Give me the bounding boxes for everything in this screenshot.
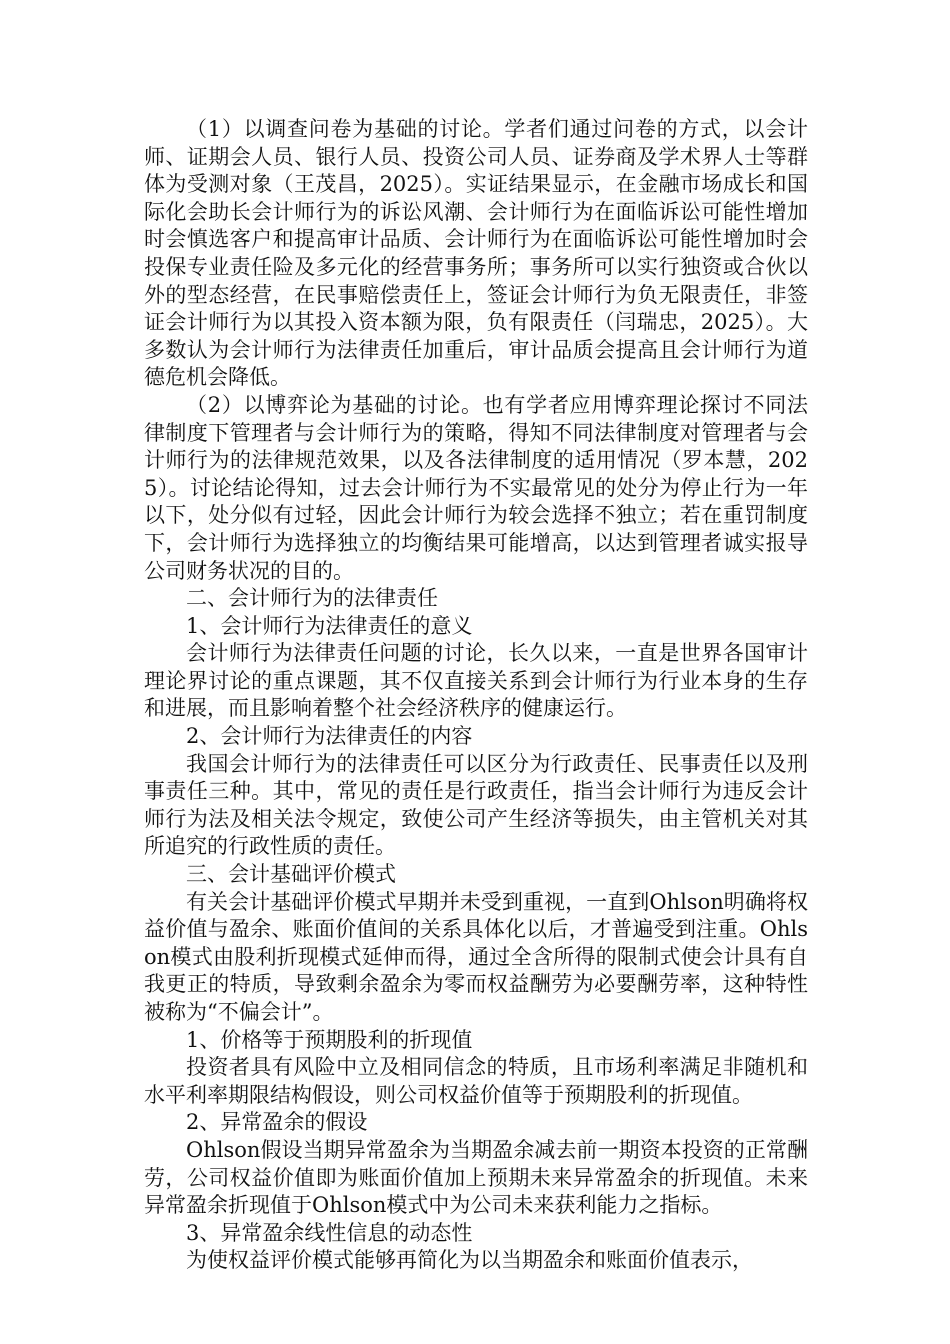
section-heading-valuation-model: 三、会计基础评价模式: [186, 862, 396, 887]
subheading-price-dividends: 1、价格等于预期股利的折现值: [186, 1027, 473, 1052]
subheading-liability-meaning: 1、会计师行为法律责任的意义: [186, 613, 473, 638]
subheading-abnormal-earnings: 2、异常盈余的假设: [186, 1110, 368, 1135]
paragraph-liability-meaning: 会计师行为法律责任问题的讨论，长久以来，一直是世界各国审计理论界讨论的重点课题，其不仅直接关系到会计师行为行业本身的生存和进展，而且影响着整个社会经济秩序的健康运行。: [144, 641, 808, 721]
subheading-liability-content: 2、会计师行为法律责任的内容: [186, 724, 473, 749]
subheading-linear-information: 3、异常盈余线性信息的动态性: [186, 1220, 473, 1245]
paragraph-survey-discussion: （1）以调查问卷为基础的讨论。学者们通过问卷的方式，以会计师、证期会人员、银行人员、投资公司人员、证券商及学术界人士等群体为受测对象（王茂昌，2025）。实证结果显示，在金融市场成长和国际化会助长会计师行为的诉讼风潮、会计师行为在面临诉讼可能性增加时会慎选客户和提高审计品质、会计师行为在面临诉讼可能性增加时会投保专业责任险及多元化的经营事务所；事务所可以实行独资或合伙以外的型态经营，在民事赔偿责任上，签证会计师行为负无限责任，非签证会计师行为以其投入资本额为限，负有限责任（闫瑞忠，2025）。大多数认为会计师行为法律责任加重后，审计品质会提高且会计师行为道德危机会降低。: [144, 117, 808, 390]
paragraph-valuation-model: 有关会计基础评价模式早期并未受到重视，一直到Ohlson明确将权益价值与盈余、账面价值间的关系具体化以后，才普遍受到注重。Ohlson模式由股利折现模式延伸而得，通过全含所得的限制式使会计具有自我更正的特质，导致剩余盈余为零而权益酬劳为必要酬劳率，这种特性被称为“不偏会计”。: [144, 889, 808, 1024]
paragraph-abnormal-earnings: Ohlson假设当期异常盈余为当期盈余减去前一期资本投资的正常酬劳，公司权益价值即为账面价值加上预期未来异常盈余的折现值。未来异常盈余折现值于Ohlson模式中为公司未来获利能力之指标。: [144, 1137, 808, 1218]
paragraph-linear-information: 为使权益评价模式能够再简化为以当期盈余和账面价值表示，: [186, 1248, 753, 1273]
paragraph-liability-content: 我国会计师行为的法律责任可以区分为行政责任、民事责任以及刑事责任三种。其中，常见的责任是行政责任，指当会计师行为违反会计师行为法及相关法令规定，致使公司产生经济等损失，由主管机关对其所追究的行政性质的责任。: [144, 751, 808, 859]
paragraph-game-theory-discussion: （2）以博弈论为基础的讨论。也有学者应用博弈理论探讨不同法律制度下管理者与会计师行为的策略，得知不同法律制度对管理者与会计师行为的法律规范效果，以及各法律制度的适用情况（罗本慧，2025）。讨论结论得知，过去会计师行为不实最常见的处分为停止行为一年以下，处分似有过轻，因此会计师行为较会选择不独立；若在重罚制度下，会计师行为选择独立的均衡结果可能增高，以达到管理者诚实报导公司财务状况的目的。: [144, 392, 808, 583]
document-body: [144, 116, 808, 1275]
section-heading-legal-liability: 二、会计师行为的法律责任: [186, 586, 438, 611]
paragraph-price-dividends: 投资者具有风险中立及相同信念的特质，且市场利率满足非随机和水平利率期限结构假设，则公司权益价值等于预期股利的折现值。: [144, 1055, 808, 1107]
